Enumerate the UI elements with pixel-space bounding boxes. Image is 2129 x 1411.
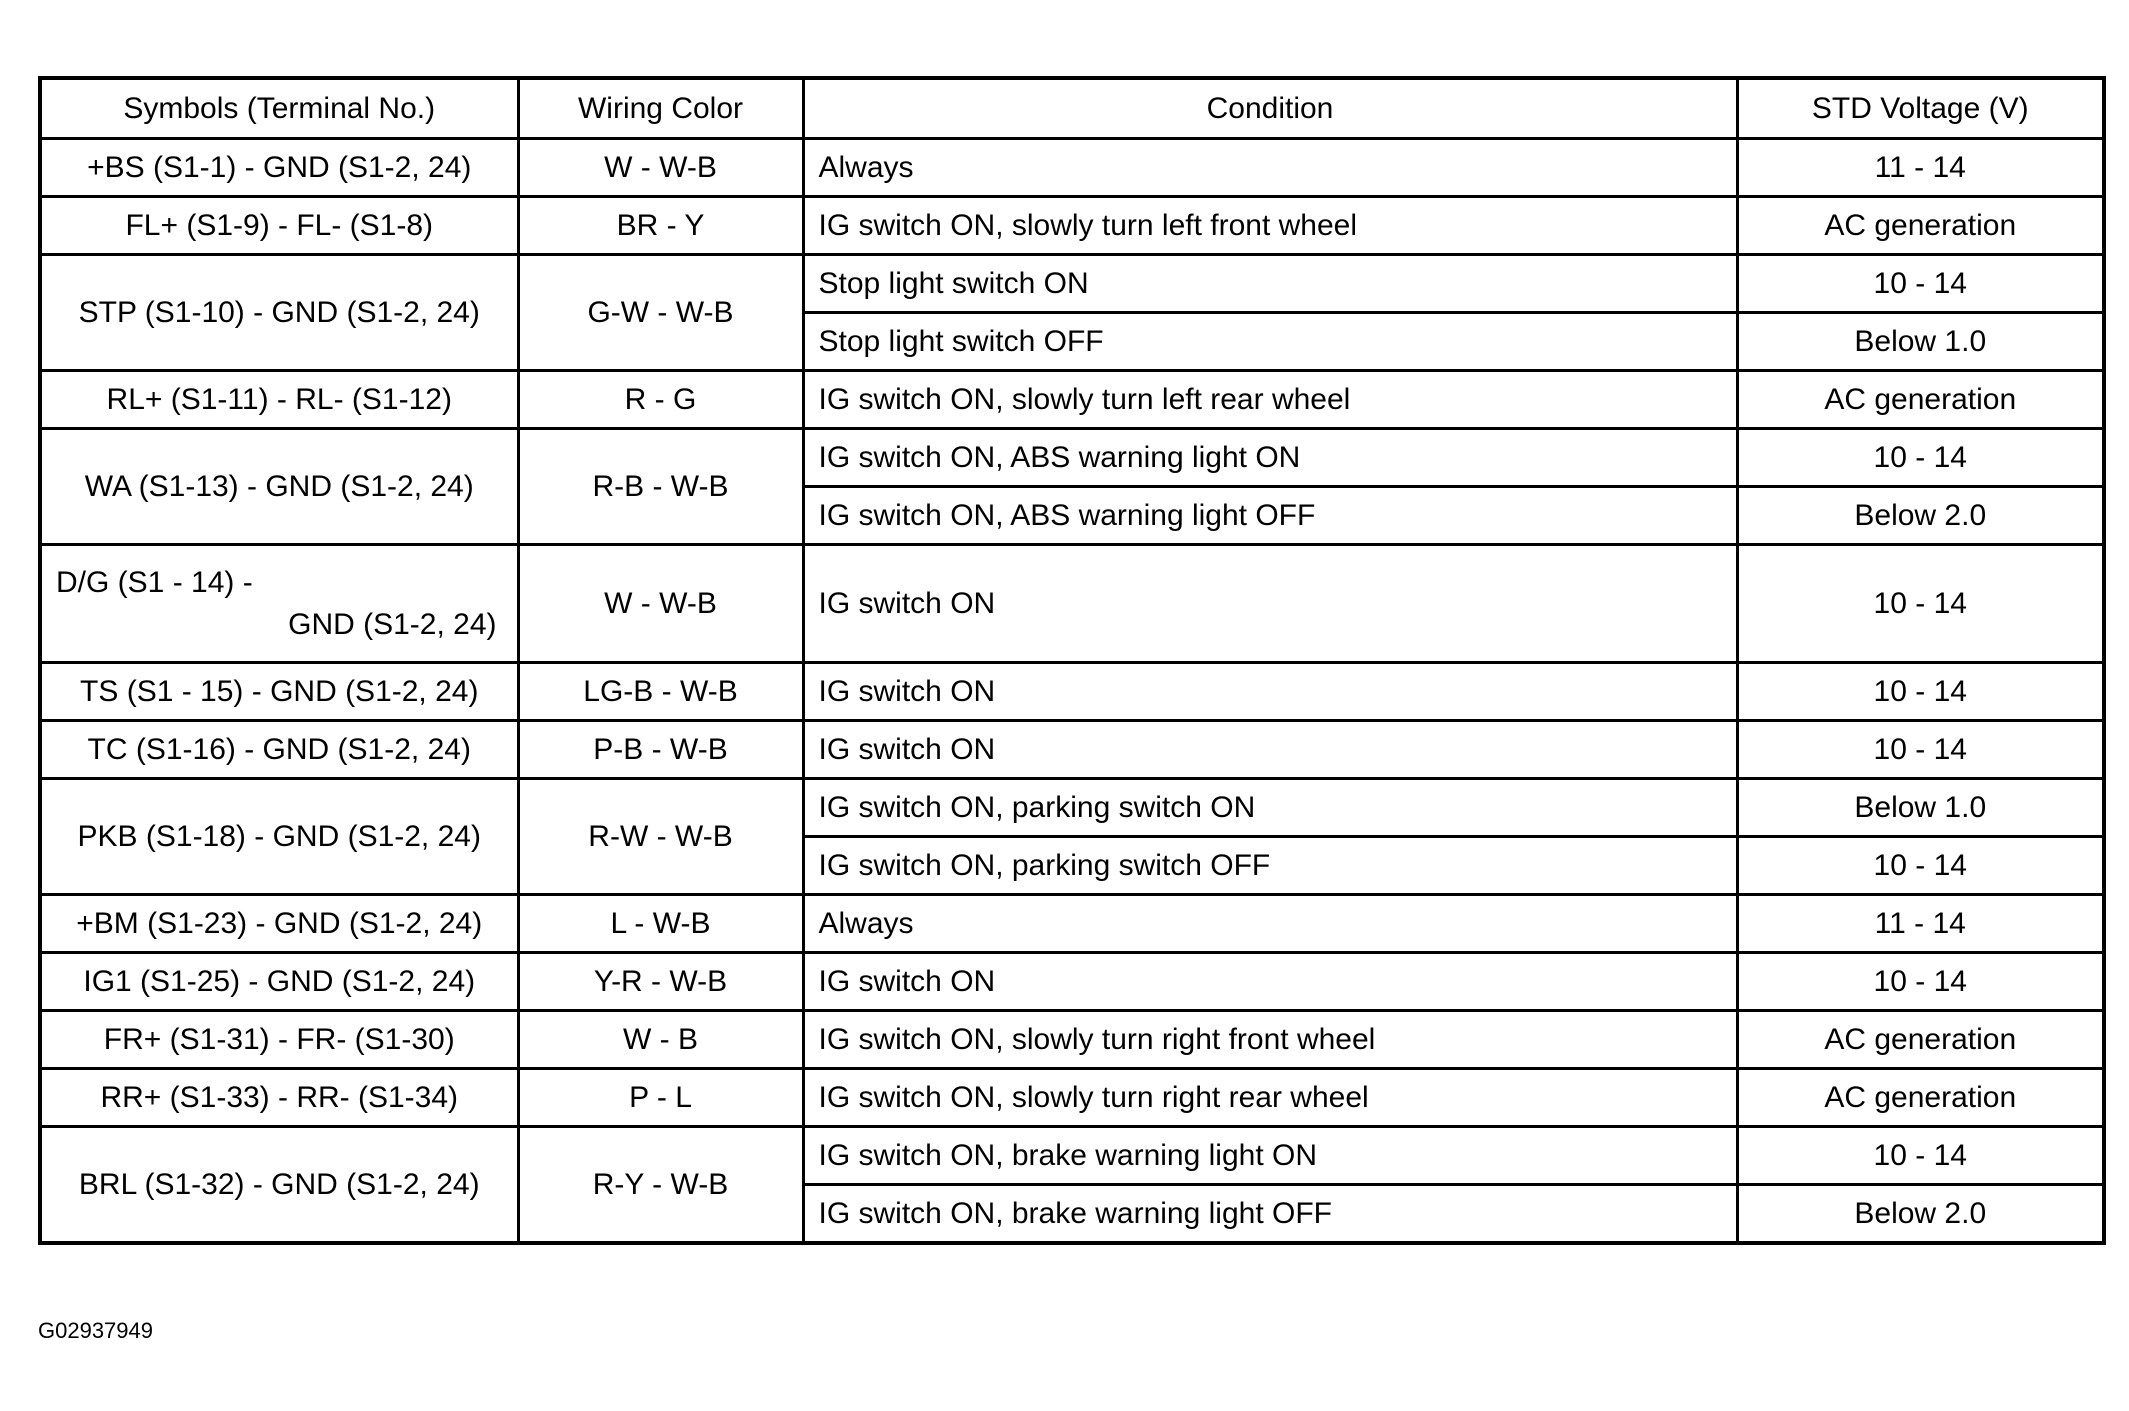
symbol-cell: FL+ (S1-9) - FL- (S1-8) <box>40 197 518 255</box>
wiring-color-cell: R-W - W-B <box>518 779 803 895</box>
wiring-color-cell: L - W-B <box>518 895 803 953</box>
figure-id-label: G02937949 <box>38 1318 153 1343</box>
wiring-color-cell: P - L <box>518 1069 803 1127</box>
table-row <box>40 139 2104 197</box>
table-row <box>40 779 2104 837</box>
symbol-cell: PKB (S1-18) - GND (S1-2, 24) <box>40 779 518 895</box>
wiring-color-cell: W - W-B <box>518 139 803 197</box>
symbol-line-2: GND (S1-2, 24) <box>288 607 497 641</box>
symbol-cell: WA (S1-13) - GND (S1-2, 24) <box>40 429 518 545</box>
header-std-voltage: STD Voltage (V) <box>1737 78 2104 139</box>
condition-cell: IG switch ON <box>803 953 1737 1011</box>
wiring-color-cell: P-B - W-B <box>518 721 803 779</box>
wiring-color-cell: W - W-B <box>518 545 803 663</box>
symbol-cell <box>40 545 518 663</box>
table-row <box>40 197 2104 255</box>
voltage-cell: 10 - 14 <box>1737 255 2104 313</box>
voltage-cell: Below 1.0 <box>1737 313 2104 371</box>
symbol-cell: RL+ (S1-11) - RL- (S1-12) <box>40 371 518 429</box>
table-row <box>40 371 2104 429</box>
symbol-cell: STP (S1-10) - GND (S1-2, 24) <box>40 255 518 371</box>
table-row <box>40 429 2104 487</box>
voltage-cell: 11 - 14 <box>1737 139 2104 197</box>
condition-cell: IG switch ON, brake warning light ON <box>803 1127 1737 1185</box>
voltage-cell: 11 - 14 <box>1737 895 2104 953</box>
table-row <box>40 953 2104 1011</box>
wiring-color-cell: G-W - W-B <box>518 255 803 371</box>
condition-cell: IG switch ON, slowly turn right front wheel <box>803 1011 1737 1069</box>
header-condition: Condition <box>803 78 1737 139</box>
header-symbols: Symbols (Terminal No.) <box>40 78 518 139</box>
table-row <box>40 255 2104 313</box>
symbol-cell: RR+ (S1-33) - RR- (S1-34) <box>40 1069 518 1127</box>
wiring-color-cell: BR - Y <box>518 197 803 255</box>
header-row <box>40 78 2104 139</box>
condition-cell: IG switch ON <box>803 663 1737 721</box>
condition-cell: IG switch ON <box>803 545 1737 663</box>
voltage-cell: Below 2.0 <box>1737 487 2104 545</box>
condition-cell: IG switch ON, parking switch OFF <box>803 837 1737 895</box>
voltage-cell: AC generation <box>1737 371 2104 429</box>
symbol-cell: TS (S1 - 15) - GND (S1-2, 24) <box>40 663 518 721</box>
terminal-voltage-table <box>38 76 2106 1245</box>
voltage-cell: 10 - 14 <box>1737 429 2104 487</box>
voltage-cell: AC generation <box>1737 197 2104 255</box>
condition-cell: Always <box>803 895 1737 953</box>
voltage-cell: Below 1.0 <box>1737 779 2104 837</box>
table-row <box>40 1127 2104 1185</box>
table-row <box>40 663 2104 721</box>
voltage-cell: 10 - 14 <box>1737 545 2104 663</box>
condition-cell: IG switch ON, parking switch ON <box>803 779 1737 837</box>
voltage-cell: Below 2.0 <box>1737 1185 2104 1244</box>
condition-cell: Stop light switch OFF <box>803 313 1737 371</box>
wiring-color-cell: LG-B - W-B <box>518 663 803 721</box>
condition-cell: Stop light switch ON <box>803 255 1737 313</box>
symbol-cell: BRL (S1-32) - GND (S1-2, 24) <box>40 1127 518 1244</box>
symbol-cell: FR+ (S1-31) - FR- (S1-30) <box>40 1011 518 1069</box>
condition-cell: IG switch ON, ABS warning light OFF <box>803 487 1737 545</box>
table-row <box>40 721 2104 779</box>
symbol-cell: +BM (S1-23) - GND (S1-2, 24) <box>40 895 518 953</box>
table-row <box>40 1069 2104 1127</box>
wiring-color-cell: R-B - W-B <box>518 429 803 545</box>
voltage-cell: AC generation <box>1737 1069 2104 1127</box>
voltage-cell: 10 - 14 <box>1737 721 2104 779</box>
condition-cell: Always <box>803 139 1737 197</box>
symbol-cell: TC (S1-16) - GND (S1-2, 24) <box>40 721 518 779</box>
wiring-color-cell: R-Y - W-B <box>518 1127 803 1244</box>
table-row <box>40 1011 2104 1069</box>
condition-cell: IG switch ON, slowly turn left front wheel <box>803 197 1737 255</box>
wiring-color-cell: R - G <box>518 371 803 429</box>
condition-cell: IG switch ON <box>803 721 1737 779</box>
voltage-cell: 10 - 14 <box>1737 837 2104 895</box>
condition-cell: IG switch ON, slowly turn right rear wheel <box>803 1069 1737 1127</box>
voltage-cell: 10 - 14 <box>1737 1127 2104 1185</box>
table-row <box>40 895 2104 953</box>
voltage-cell: 10 - 14 <box>1737 663 2104 721</box>
symbol-cell: +BS (S1-1) - GND (S1-2, 24) <box>40 139 518 197</box>
voltage-cell: 10 - 14 <box>1737 953 2104 1011</box>
table-row <box>40 545 2104 663</box>
symbol-cell: IG1 (S1-25) - GND (S1-2, 24) <box>40 953 518 1011</box>
condition-cell: IG switch ON, slowly turn left rear wheel <box>803 371 1737 429</box>
wiring-color-cell: W - B <box>518 1011 803 1069</box>
voltage-cell: AC generation <box>1737 1011 2104 1069</box>
condition-cell: IG switch ON, ABS warning light ON <box>803 429 1737 487</box>
condition-cell: IG switch ON, brake warning light OFF <box>803 1185 1737 1244</box>
header-wiring-color: Wiring Color <box>518 78 803 139</box>
wiring-color-cell: Y-R - W-B <box>518 953 803 1011</box>
symbol-line-1: D/G (S1 - 14) - <box>56 565 253 599</box>
